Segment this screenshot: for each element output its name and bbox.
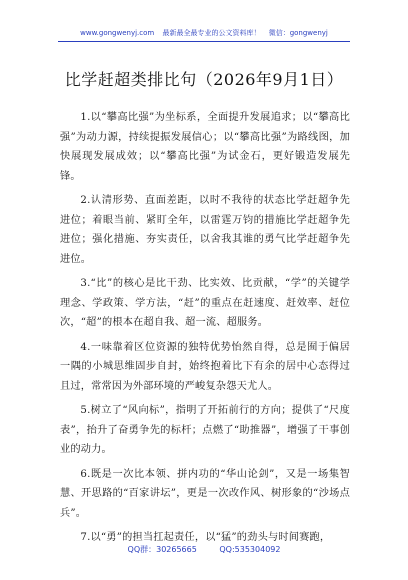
paragraph-6: 6.既是一次比本领、拼内功的“华山论剑”，又是一场集智慧、开思路的“百家讲坛”，更是一次改作风、树形象的“沙场点兵”。: [60, 468, 350, 519]
paragraph-4: 4.一味靠着区位资源的独特优势怡然自得，总是囿于偏居一隅的小城思维固步自封，始终抱着比下有余的居中心态得过且过，常常因为外部环境的严峻复杂怨天尤人。: [60, 341, 350, 392]
paragraph-5: 5.树立了“风向标”，指明了开拓前行的方向；提供了“尺度表”，抬升了奋勇争先的标杆；点燃了“助推器”，增强了干事创业的动力。: [60, 405, 350, 455]
website-link[interactable]: www.gongwenyj.com: [80, 29, 155, 37]
paragraph-2: 2.认清形势、直面差距，以时不我待的状态比学赶超争先进位；着眼当前、紧盯全年，以雷霆万钧的措施比学赶超争先进位；强化措施、夯实责任，以舍我其谁的勇气比学赶超争先进位。: [60, 195, 350, 265]
paragraph-7: 7.以“勇”的担当扛起责任，以“猛”的劲头与时间赛跑，: [80, 532, 331, 543]
site-tagline: 最新最全最专业的公文资料库！: [162, 29, 261, 37]
document-title: 比学赶超类排比句（2026年9月1日）: [64, 70, 344, 89]
wechat-id: 微信：gongwenyj: [268, 29, 328, 37]
document-body: [60, 108, 350, 553]
qq-contact: QQ:535304092: [219, 545, 281, 554]
paragraph-3: 3.“比”的核心是比干劲、比实效、比贡献，“学”的关键学理念、学政策、学方法，“赶”的重点在赶速度、赶效率、赶位次，“超”的根本在超自我、超一流、超服务。: [60, 278, 350, 328]
header-divider: [58, 41, 350, 42]
paragraph-1: 1.以“攀高比强”为坐标系，全面提升发展追求；以“攀高比强”为动力源，持续提振发展信心；以“攀高比强”为路线图，加快展现发展成效；以“攀高比强”为试金石，更好锻造发展先锋。: [60, 112, 350, 182]
qq-group: QQ群：30265665: [127, 545, 197, 554]
page-footer: [0, 544, 408, 555]
site-header: [0, 28, 408, 38]
